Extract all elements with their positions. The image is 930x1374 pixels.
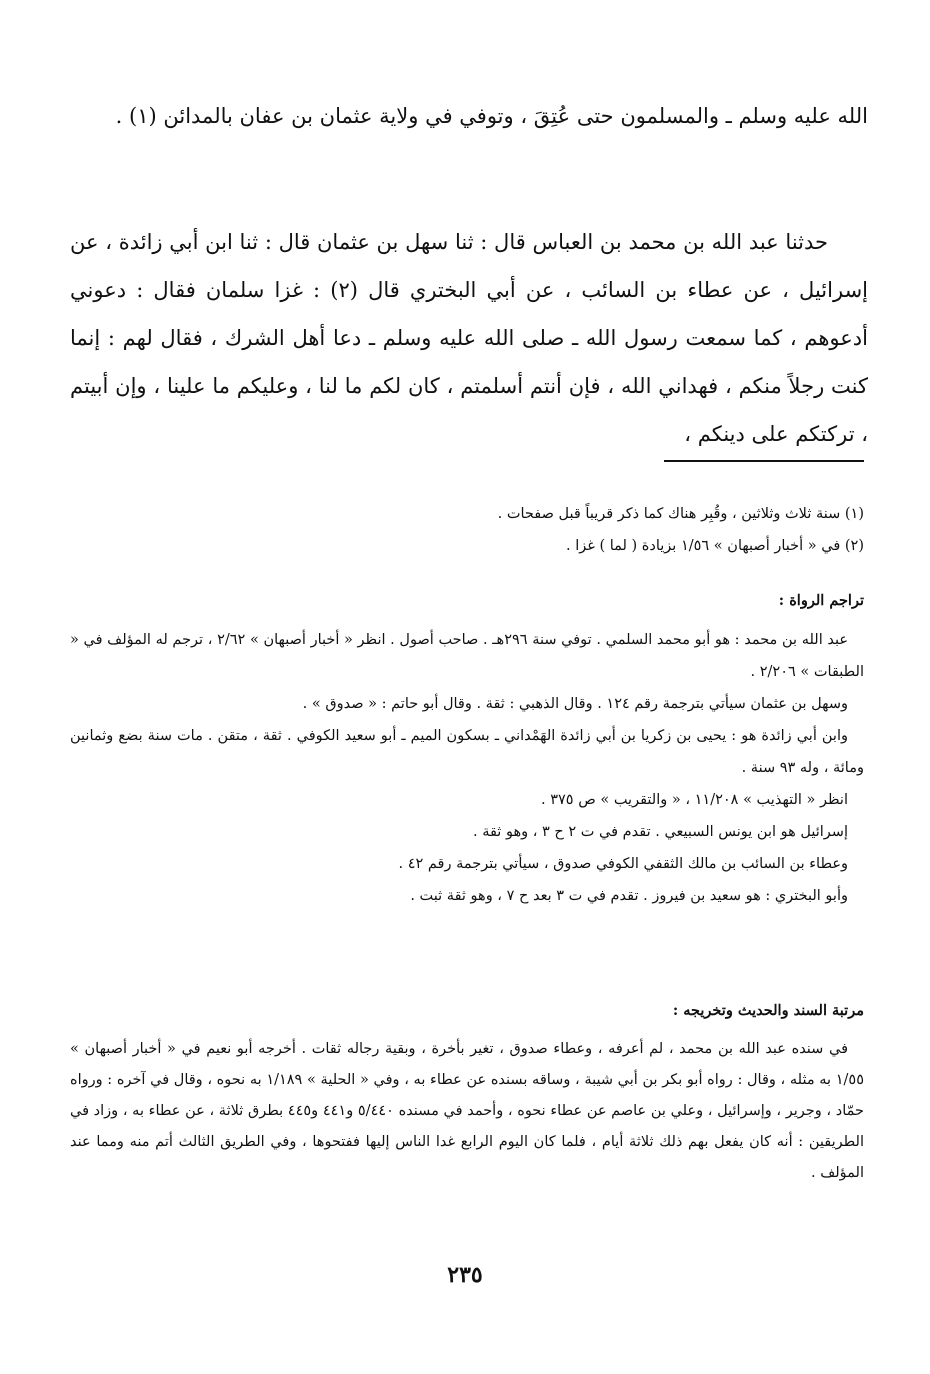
narrator-entry: وسهل بن عثمان سيأتي بترجمة رقم ١٢٤ . وقال الذهبي : ثقة . وقال أبو حاتم : « صدوق » . (302, 696, 848, 712)
narrator-entry: وعطاء بن السائب بن مالك الثقفي الكوفي صدوق ، سيأتي بترجمة رقم ٤٢ . (398, 856, 848, 872)
narrator-entry: عبد الله بن محمد : هو أبو محمد السلمي . توفي سنة ٢٩٦هـ . صاحب أصول . انظر « أخبار أصبهان » ٢/٦٢ ، ترجم له المؤلف في « الطبقات » ٢/٢٠٦ . (70, 632, 864, 680)
narrators-heading: تراجم الرواة : (778, 592, 864, 609)
grading-section (70, 1034, 864, 1189)
main-text-block-1 (70, 92, 868, 140)
footnote-2: (٢) في « أخبار أصبهان » ١/٥٦ بزيادة ( لما ) غزا . (566, 538, 864, 554)
narrator-entry: انظر « التهذيب » ١١/٢٠٨ ، « والتقريب » ص ٣٧٥ . (541, 792, 848, 808)
footnote-separator-rule (664, 460, 864, 462)
footnote-1: (١) سنة ثلاث وثلاثين ، وقُبِر هناك كما ذكر قريباً قبل صفحات . (497, 506, 864, 522)
footnotes (70, 498, 864, 562)
page-number: ٢٣٥ (447, 1262, 483, 1288)
narrator-entry: وأبو البختري : هو سعيد بن فيروز . تقدم في ت ٣ بعد ح ٧ ، وهو ثقة ثبت . (410, 888, 848, 904)
grading-paragraph: في سنده عبد الله بن محمد ، لم أعرفه ، وعطاء صدوق ، تغير بأخرة ، وبقية رجاله ثقات . أخرجه أبو نعيم في « أخبار أصبهان » ١/٥٥ به مثله ، وقال : رواه أبو بكر بن أبي شيبة ، وساقه بسنده عن عطاء به ، وفي « الحلية » ١/١٨٩ به نحوه ، وقال في آخره : ورواه حمّاد ، وجرير ، وإسرائيل ، وعلي بن عاصم عن عطاء نحوه ، وأحمد في مسنده ٥/٤٤٠ و٤٤١ و٤٤٥ بطرق ثلاثة ، عن عطاء به ، وزاد في الطريقين : أنه كان يفعل بهم ذلك ثلاثة أيام ، فلما كان اليوم الرابع غدا الناس إليها ففتحوها ، وفي الطريق الثالث أتم منه ومما عند المؤلف . (70, 1041, 864, 1181)
narrators-list (70, 624, 864, 912)
main-paragraph-1: الله عليه وسلم ـ والمسلمون حتى عُتِقَ ، وتوفي في ولاية عثمان بن عفان بالمدائن (١) . (115, 104, 868, 128)
narrator-entry: إسرائيل هو ابن يونس السبيعي . تقدم في ت ٢ ح ٣ ، وهو ثقة . (472, 824, 848, 840)
main-paragraph-2: حدثنا عبد الله بن محمد بن العباس قال : ثنا سهل بن عثمان قال : ثنا ابن أبي زائدة ، عن إسرائيل ، عن عطاء بن السائب ، عن أبي البختري قال (٢) : غزا سلمان فقال : دعوني أدعوهم ، كما سمعت رسول الله ـ صلى الله عليه وسلم ـ دعا أهل الشرك ، فقال لهم : إنما كنت رجلاً منكم ، فهداني الله ، فإن أنتم أسلمتم ، كان لكم ما لنا ، وعليكم ما علينا ، وإن أبيتم ، تركتكم على دينكم ، (70, 230, 868, 446)
grading-heading: مرتبة السند والحديث وتخريجه : (672, 1002, 864, 1019)
main-text-block-2 (70, 218, 868, 458)
narrator-entry: وابن أبي زائدة هو : يحيى بن زكريا بن أبي زائدة الهَمْداني ـ بسكون الميم ـ أبو سعيد الكوفي . ثقة ، متقن . مات سنة بضع وثمانين ومائة ، وله ٩٣ سنة . (70, 728, 864, 776)
